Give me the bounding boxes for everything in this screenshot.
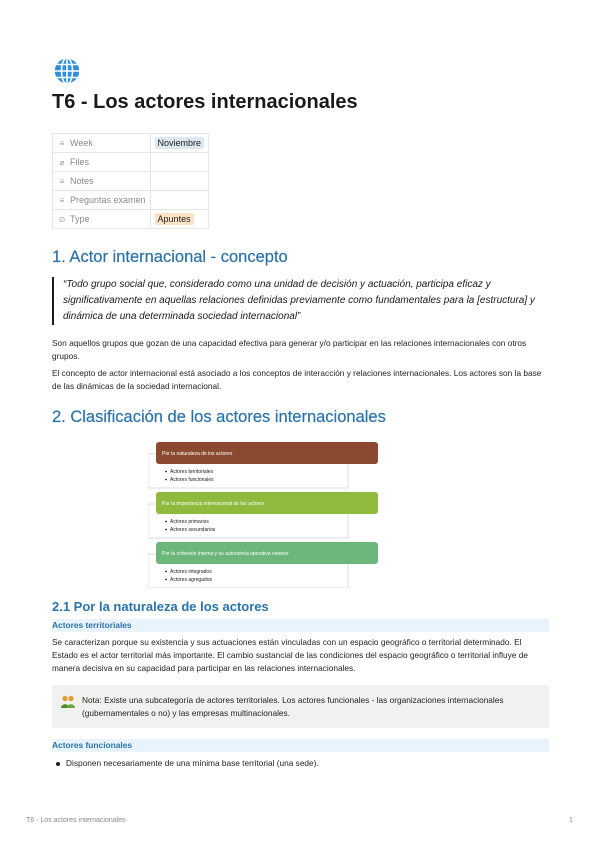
diagram-header-text: Por la naturaleza de los actores <box>162 451 233 457</box>
diagram-item: Actores territoriales <box>170 469 214 475</box>
properties-table <box>52 133 209 229</box>
property-row-preguntas <box>53 191 209 210</box>
preguntas-value[interactable] <box>150 191 209 210</box>
diagram-header-text: Por la importancia internacional de los actores <box>162 501 265 507</box>
subsection-heading-naturaleza: 2.1 Por la naturaleza de los actores <box>52 599 269 614</box>
band-actores-territoriales: Actores territoriales <box>52 619 549 632</box>
note-callout <box>52 685 549 728</box>
property-key: Week <box>70 138 93 148</box>
diagram-item: Actores primarios <box>170 519 209 525</box>
diagram-header-text: Por la cohesión interna y su autonomía operativa exterior <box>162 551 289 557</box>
section-heading-clasificacion: 2. Clasificación de los actores internacionales <box>52 408 386 426</box>
band-actores-funcionales: Actores funcionales <box>52 739 549 752</box>
page-title: T6 - Los actores internacionales <box>52 91 358 113</box>
property-row-notes <box>53 172 209 191</box>
diagram-item: Actores funcionales <box>170 477 214 483</box>
paragraph: Se caracterizan porque su existencia y sus actuaciones están vinculadas con un espacio geográfico o territorial determinado. El Estado es el actor territorial más importante. El cambio sustancial de las condiciones del espacio geográfico o territorial influye de manera decisiva en su capacidad para participar en las relaciones internacionales. <box>52 637 528 673</box>
paragraph: El concepto de actor internacional está asociado a los conceptos de interacción y relaciones internacionales. Los actores son la base de las dinámicas de la sociedad internacional. <box>52 368 542 391</box>
property-row-week <box>53 134 209 153</box>
list-icon: ≡ <box>59 196 65 205</box>
property-key: Files <box>70 157 90 167</box>
diagram-item: Actores integrados <box>170 569 212 575</box>
week-tag[interactable]: Noviembre <box>155 137 205 149</box>
note-text: Nota: Existe una subcategoría de actores territoriales. Los actores funcionales - las organizaciones internacionales (gubernamentales o no) y las empresas multinacionales. <box>82 695 504 718</box>
select-icon: ⊙ <box>58 215 66 224</box>
section-heading-concepto: 1. Actor internacional - concepto <box>52 248 288 266</box>
definition-quote: “Todo grupo social que, considerado como una unidad de decisión y actuación, participa eficaz y significativamente en aquellas relaciones definidas previamente como fundamentales para la [estructura] y dinámica de una determinada sociedad internacional” <box>52 277 548 325</box>
footer-page-number: 1 <box>569 817 573 824</box>
property-key: Preguntas examen <box>70 195 146 205</box>
type-tag[interactable]: Apuntes <box>155 213 194 225</box>
list-item: Disponen necesariamente de una mínima base territorial (una sede). <box>52 757 319 770</box>
paragraph: Son aquellos grupos que gozan de una capacidad efectiva para generar y/o participar en las relaciones internacionales con otros grupos. <box>52 338 527 361</box>
globe-icon <box>52 56 82 86</box>
property-key: Notes <box>70 176 94 186</box>
property-row-files <box>53 153 209 172</box>
list-icon: ≡ <box>59 177 65 186</box>
paperclip-icon: ⌀ <box>59 158 65 167</box>
classification-diagram <box>148 440 386 588</box>
property-row-type <box>53 210 209 229</box>
diagram-item: Actores agregados <box>170 577 212 583</box>
diagram-item: Actores secundarios <box>170 527 216 533</box>
files-value[interactable] <box>150 153 209 172</box>
property-key: Type <box>70 214 90 224</box>
notes-value[interactable] <box>150 172 209 191</box>
list-icon: ≡ <box>59 139 65 148</box>
footer-doc-title: T6 - Los actores internacionales <box>26 817 126 824</box>
bullet-list <box>52 757 319 770</box>
people-icon <box>60 694 76 710</box>
